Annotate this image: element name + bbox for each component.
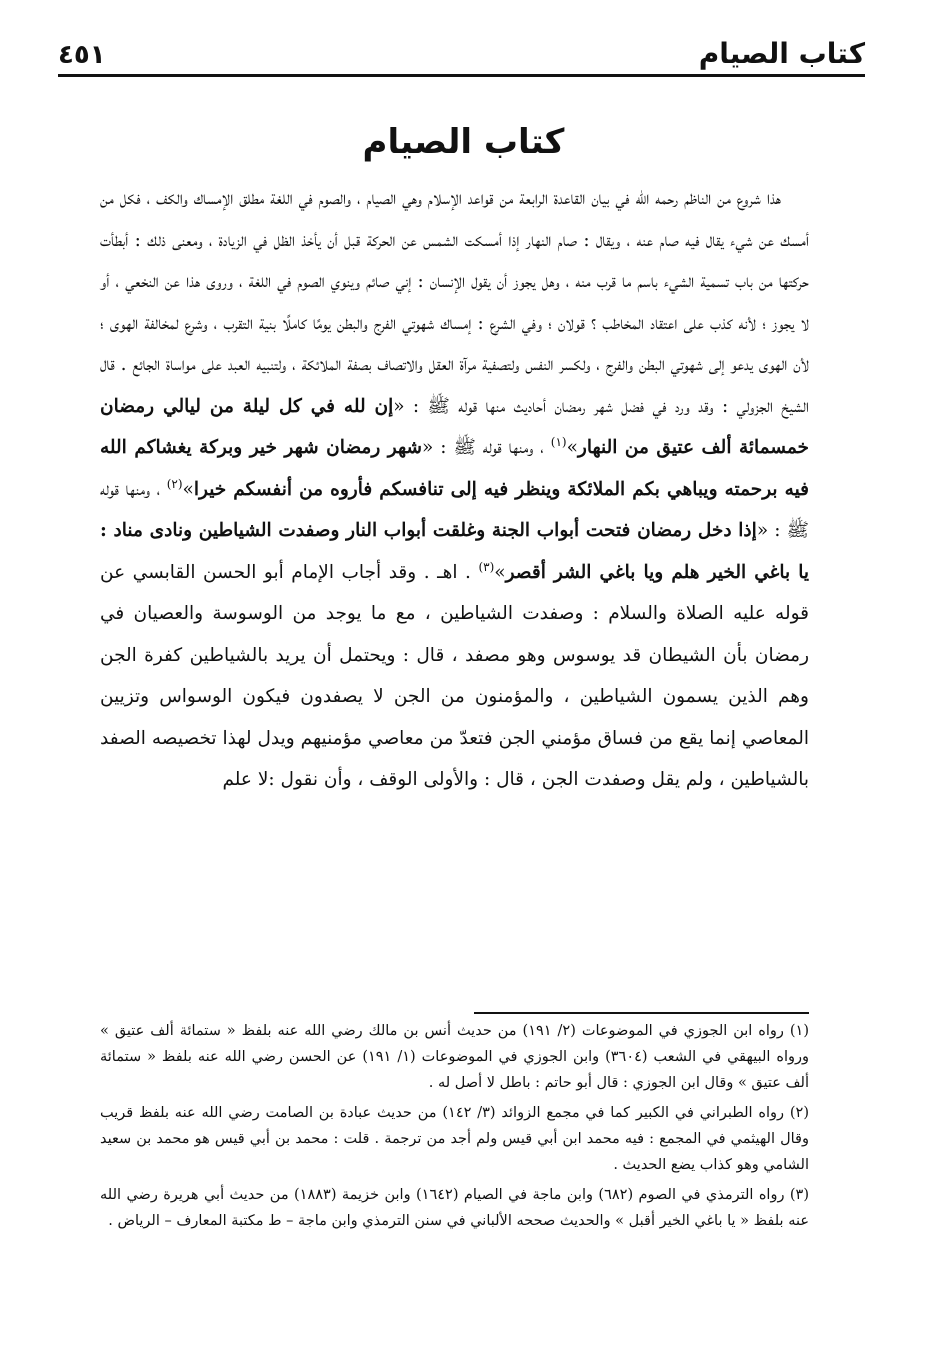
footnote-3: (٣) رواه الترمذي في الصوم (٦٨٢) وابن ماجة في الصيام (١٦٤٢) وابن خزيمة (١٨٨٣) من حديث أبي هريرة رضي الله عنه بلفظ « يا باغي الخير أقبل » والحديث صححه الألباني في سنن الترمذي وابن ماجة – ط مكتبة المعارف – الرياض . [100, 1187, 809, 1229]
hadith-quote-2: شهر رمضان شهر خير وبركة يغشاكم الله فيه برحمته ويباهي بكم الملائكة وينظر فيه إلى تنافسكم فأروه من أنفسكم خيرا [100, 437, 810, 500]
footnotes [100, 1018, 809, 1238]
quote-close-3: » [494, 561, 506, 583]
quote-close-1: » [566, 437, 578, 458]
quote-close-2: » [182, 478, 194, 500]
hadith-quote-3: إذا دخل رمضان فتحت أبواب الجنة وغلقت أبواب النار وصفدت الشياطين ونادى مناد : يا باغي الخير هلم ويا باغي الشر أقصر [100, 520, 809, 583]
header-rule [58, 74, 865, 77]
text-segment-1: هذا شروع من الناظم رحمه الله في بيان القاعدة الرابعة من قواعد الإسلام وهي الصيام ، والصوم في اللغة مطلق الإمساك والكف ، فكل من أمسك عن شيء يقال فيه صام عنه ، ويقال : صام النهار إذا أمسكت الشمس عن الحركة قبل أن يأخذ الظل في الزيادة ، ومعنى ذلك : أبطأت حركتها من باب تسمية الشيء باسم ما قرب منه ، وهل يجوز أن يقول الإنسان : إني صائم وينوي الصوم في اللغة ، وروى هذا عن النخعي ، أو لا يجوز ؛ لأنه كذب على اعتقاد المخاطب ؟ قولان ؛ وفي الشرع : إمساك شهوتي الفرج والبطن يومًا كاملًا بنية التقرب ، وشرع لمخالفة الهوى ؛ لأن الهوى يدعو إلى شهوتي البطن والفرج ، ولكسر النفس ولتصفية مرآة العقل والاتصاف بصفة الملائكة ، ولتنبيه العبد على مواساة الجائع . قال الشيخ الجزولي : وقد ورد في فضل شهر رمضان أحاديث منها قوله ﷺ : « [100, 188, 809, 417]
page-number: ٤٥١ [58, 40, 106, 70]
footnote-ref-3[interactable]: (٣) [478, 559, 495, 574]
chapter-title: كتاب الصيام [362, 122, 565, 162]
body-text [100, 178, 809, 801]
footnote-1: (١) رواه ابن الجوزي في الموضوعات (٢/ ١٩١) من حديث أنس بن مالك رضي الله عنه بلفظ « ستمائة ألف عتيق » ورواه البيهقي في الشعب (٣٦٠٤) وابن الجوزي في الموضوعات (١/ ١٩١) عن الحسن رضي الله عنه بلفظ « ستمائة ألف عتيق » وقال ابن الجوزي : قال أبو حاتم : باطل لا أصل له . [100, 1023, 809, 1091]
text-segment-3: ، ومنها قوله ﷺ : « [100, 478, 809, 541]
hadith-quote-1: إن لله في كل ليلة من ليالي رمضان خمسمائة ألف عتيق من النهار [100, 395, 809, 458]
footnote-ref-1[interactable]: (١) [550, 434, 567, 449]
footnote-ref-2[interactable]: (٢) [166, 476, 183, 491]
running-header [58, 30, 865, 70]
footnote-2: (٢) رواه الطبراني في الكبير كما في مجمع الزوائد (٣/ ١٤٢) من حديث عبادة بن الصامت رضي الله عنه بلفظ قريب وقال الهيثمي في المجمع : فيه محمد ابن أبي قيس ولم أجد من ترجمة . قلت : محمد بن أبي قيس هو محمد بن سعيد الشامي وهو كذاب يضع الحديث . [100, 1105, 809, 1173]
running-title: كتاب الصيام [698, 37, 865, 70]
main-paragraph [100, 178, 809, 801]
text-segment-4: . اهـ . وقد أجاب الإمام أبو الحسن القابسي عن قوله عليه الصلاة والسلام : وصفدت الشياطين ، مع ما يوجد من الوسوسة والعصيان في رمضان بأن الشيطان قد يوسوس وهو مصفد ، قال : ويحتمل أن يريد بالشياطين كفرة الجن وهم الذين يسمون الشياطين ، والمؤمنون من الجن لا يصفدون فيكون الوسواس وتزيين المعاصي إنما يقع من فساق مؤمني الجن فتعدّ من معاصي مؤمنيهم ويدل لهذا تخصيصه الصفد بالشياطين ، ولم يقل وصفدت الجن ، قال : والأولى الوقف ، وأن نقول :لا علم [100, 561, 809, 790]
text-segment-2: ، ومنها قوله ﷺ : « [422, 437, 551, 458]
footnote-separator [474, 1012, 809, 1014]
